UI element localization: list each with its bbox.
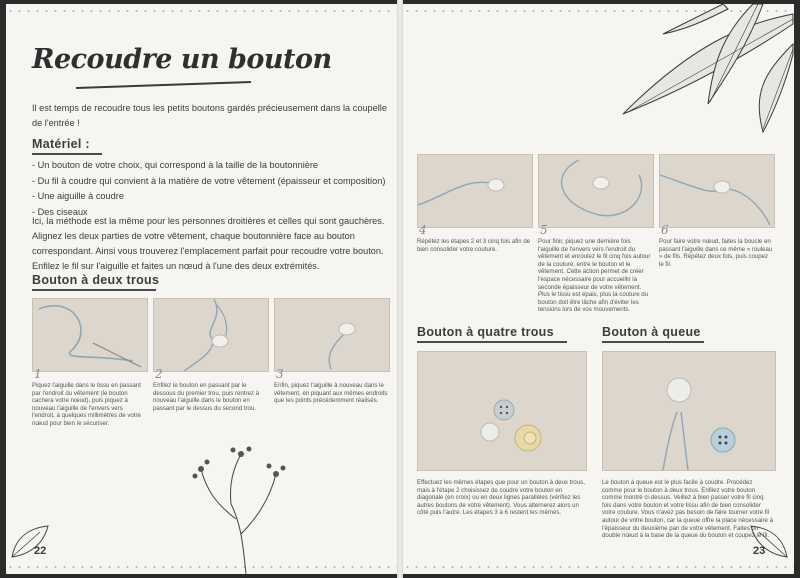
shank-button-illustration xyxy=(603,352,775,470)
section-underline xyxy=(417,341,567,343)
page-number: 22 xyxy=(34,545,47,557)
step-number: 5 xyxy=(540,223,548,237)
section-heading-quatre-trous: Bouton à quatre trous xyxy=(417,325,554,339)
knot-illustration xyxy=(660,155,774,227)
step-6-caption: Pour faire votre nœud, faites la boucle en passant l'aiguille dans ce même « rouleau » de fils. Répétez deux fois, puis coupez le fil. xyxy=(659,238,773,268)
left-page xyxy=(6,4,397,574)
step-3-caption: Enfin, piquez l'aiguille à nouveau dans le vêtement, en piquant aux mêmes endroits que les points précédemment réalisés. xyxy=(274,382,388,405)
step-5-photo xyxy=(538,154,654,228)
step-number: 6 xyxy=(661,223,669,237)
four-hole-buttons-photo xyxy=(417,351,587,471)
step-4-caption: Répétez les étapes 2 et 3 cinq fois afin de bien consolider votre couture. xyxy=(417,238,531,253)
step-3-photo xyxy=(274,298,390,372)
materiel-underline xyxy=(32,153,102,155)
shank-button-photo xyxy=(602,351,776,471)
thread-loop-illustration xyxy=(539,155,653,227)
step-5-caption: Pour finir, piquez une dernière fois l'aiguille de l'envers vers l'endroit du vêtement et enroulez le fil cinq fois autour de la couture, entre le bouton et le vêtement. Cette action permet de créer l'espace nécessaire pour accueillir la seconde épaisseur de votre vêtement. Plus le tissu est épais, plus la couture du bouton doit être lâche afin d'éviter les tensions lors de vos mouvements. xyxy=(538,238,651,314)
step-6-photo xyxy=(659,154,775,228)
step-number: 3 xyxy=(276,367,284,381)
section-underline xyxy=(32,289,156,291)
materiel-item: - Du fil à coudre qui convient à la matière de votre vêtement (épaisseur et composition) xyxy=(32,175,386,186)
buttons-illustration xyxy=(418,352,586,470)
method-text: Ici, la méthode est la même pour les personnes droitières et celles qui sont gauchères. Alignez les deux parties de votre vêtement, chaque boutonnière face au bouton correspondant. Ainsi vous trouverez l'emplacement parfait pour recoudre votre bouton. Enfilez le fil sur l'aiguille et faites un nœud à l'une des deux extrémités. xyxy=(32,216,385,271)
flower-illustration xyxy=(171,444,321,574)
needle-thread-illustration xyxy=(33,299,147,371)
materiel-item: - Une aiguille à coudre xyxy=(32,191,124,201)
dotted-border-top xyxy=(6,8,397,14)
materiel-list xyxy=(32,158,392,220)
step-1-photo xyxy=(32,298,148,372)
right-page xyxy=(403,4,794,574)
title-underline xyxy=(76,81,251,89)
materiel-heading: Matériel : xyxy=(32,137,90,151)
step-number: 2 xyxy=(155,367,163,381)
materiel-item: - Un bouton de votre choix, qui correspond à la taille de la boutonnière xyxy=(32,160,319,170)
section-heading-queue: Bouton à queue xyxy=(602,325,701,339)
button-thread-illustration xyxy=(154,299,268,371)
page-number: 23 xyxy=(753,545,766,557)
four-hole-text: Effectuez les mêmes étapes que pour un bouton à deux trous, mais à l'étape 2 choisissez de coudre votre bouton en diagonale (en croix) ou en deux lignes parallèles (vérifiez les autres boutons de votre vêtement). Vous alternerez alors un côté puis l'autre. Les étapes 3 à 6 restent les mêmes. xyxy=(417,479,585,517)
shank-button-text: Le bouton à queue est le plus facile à coudre. Procédez comme pour le bouton à deux trous. Enfilez votre bouton comme montré ci-dessus. Veillez à bien passer votre fil cinq fois dans votre bouton et votre tissu afin de bien consolider votre couture. Vous n'avez pas besoin de faire tourner votre fil autour de votre bouton, car la queue offre la place nécessaire à l'épaisseur du deuxième pan de votre vêtement. Faites un double nœud à la base de la queue du bouton et coupez le fil. xyxy=(602,479,773,540)
step-2-caption: Enfilez le bouton en passant par le dessous du premier trou, puis rentrez à nouveau l'aiguille dans le bouton en passant par le dessus du second trou. xyxy=(153,382,260,412)
button-wrap-illustration xyxy=(418,155,532,227)
section-heading-deux-trous: Bouton à deux trous xyxy=(32,273,160,287)
section-underline xyxy=(602,341,704,343)
step-number: 1 xyxy=(34,367,42,381)
step-1-caption: Piquez l'aiguille dans le tissu en passant par l'endroit du vêtement (le bouton cachera votre nœud), puis piquez à nouveau l'aiguille de l'envers vers l'endroit, à quelques millimètres de votre nœud pour bien le sécuriser. xyxy=(32,382,141,428)
page-title: Recoudre un bouton xyxy=(32,44,332,75)
step-4-photo xyxy=(417,154,533,228)
materiel-item: - Des ciseaux xyxy=(32,206,88,217)
step-2-photo xyxy=(153,298,269,372)
step-number: 4 xyxy=(419,223,427,237)
intro-text: Il est temps de recoudre tous les petits boutons gardés précieusement dans la coupelle de l'entrée ! xyxy=(32,103,387,128)
dotted-border-bottom xyxy=(403,564,794,570)
leaves-illustration xyxy=(603,4,794,134)
sewn-button-illustration xyxy=(275,299,389,371)
